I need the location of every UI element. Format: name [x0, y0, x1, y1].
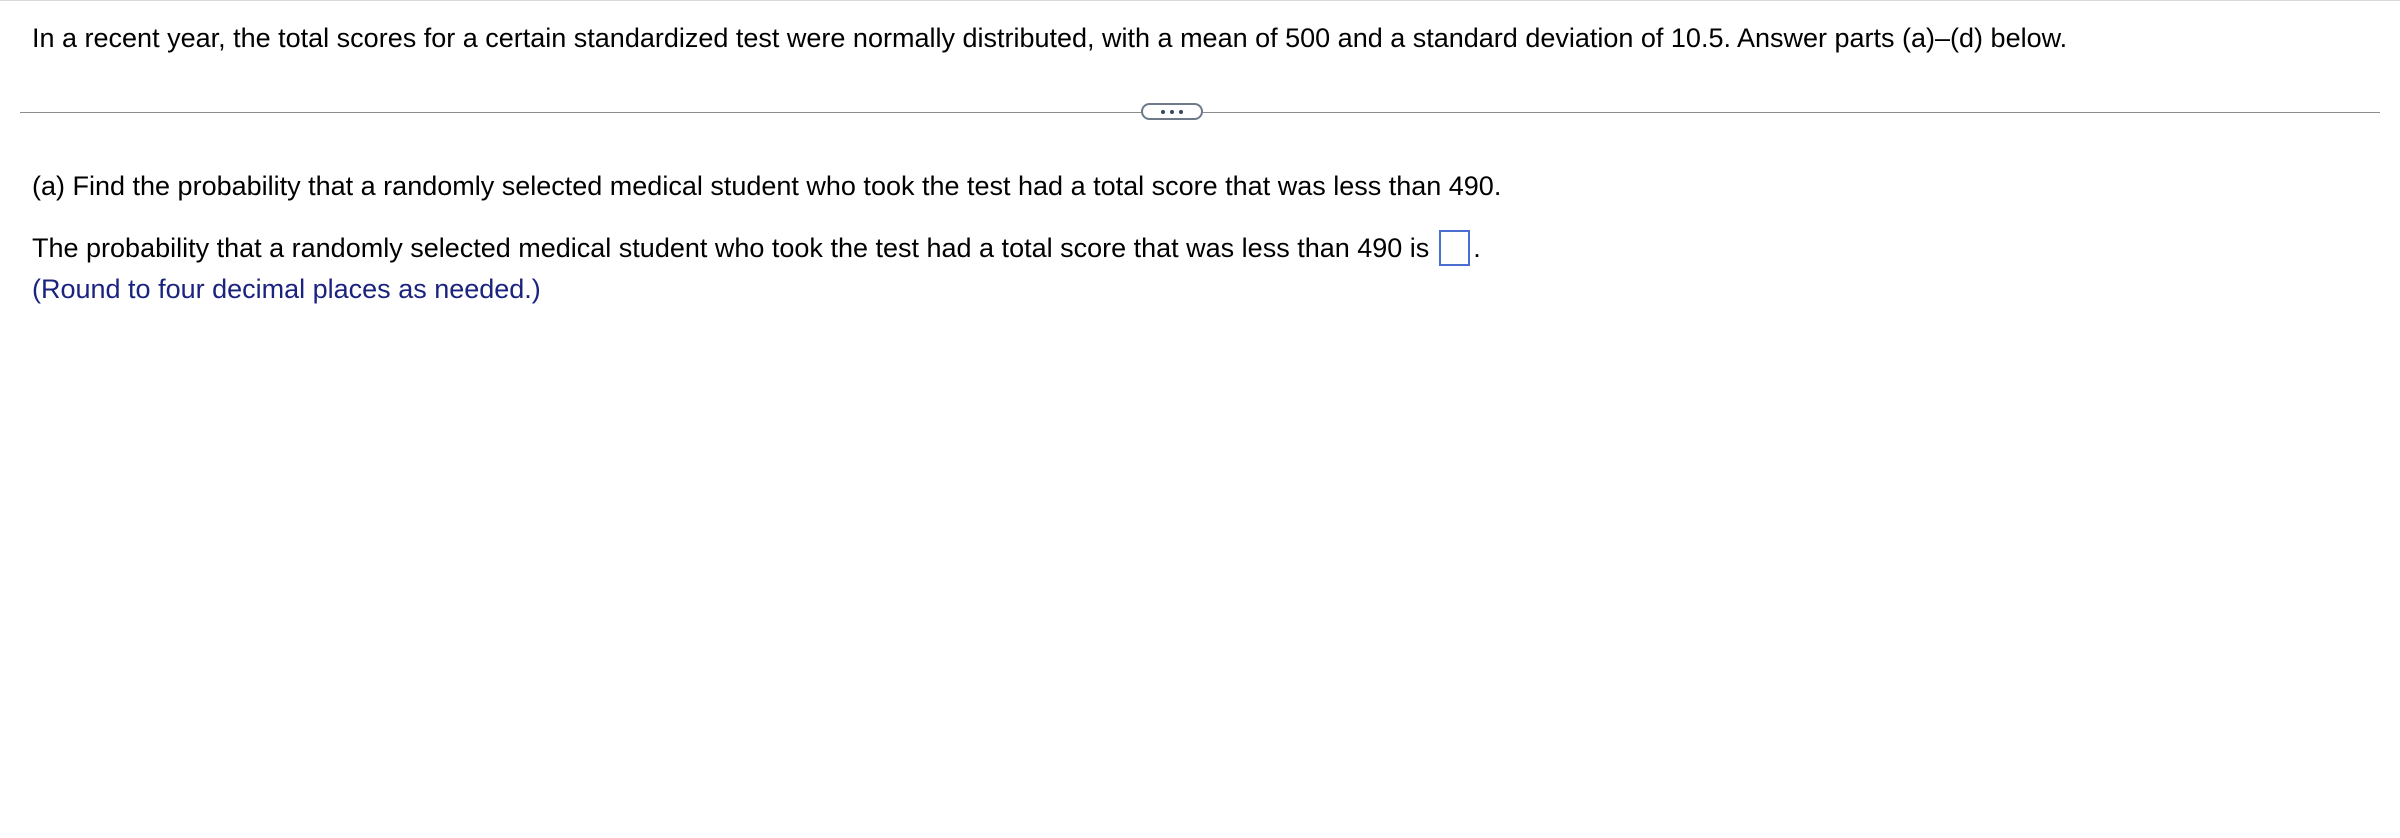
- question-intro: In a recent year, the total scores for a certain standardized test were normally distributed, with a mean of 500 and a standard deviation of 10.5. Answer parts (a)–(d) below.: [32, 23, 2068, 53]
- answer-suffix: .: [1473, 233, 1481, 263]
- expand-question-button[interactable]: [1141, 103, 1203, 120]
- top-border: [0, 0, 2400, 1]
- ellipsis-icon: [1170, 110, 1174, 114]
- answer-input[interactable]: [1439, 230, 1470, 266]
- part-a-prompt: (a) Find the probability that a randomly selected medical student who took the test had a total score that was less than 490.: [32, 171, 1502, 201]
- ellipsis-icon: [1161, 110, 1165, 114]
- answer-prefix: The probability that a randomly selected medical student who took the test had a total score that was less than 490 is: [32, 233, 1430, 263]
- part-a-answer-line: [32, 230, 1481, 266]
- rounding-hint: (Round to four decimal places as needed.): [32, 274, 541, 304]
- ellipsis-icon: [1179, 110, 1183, 114]
